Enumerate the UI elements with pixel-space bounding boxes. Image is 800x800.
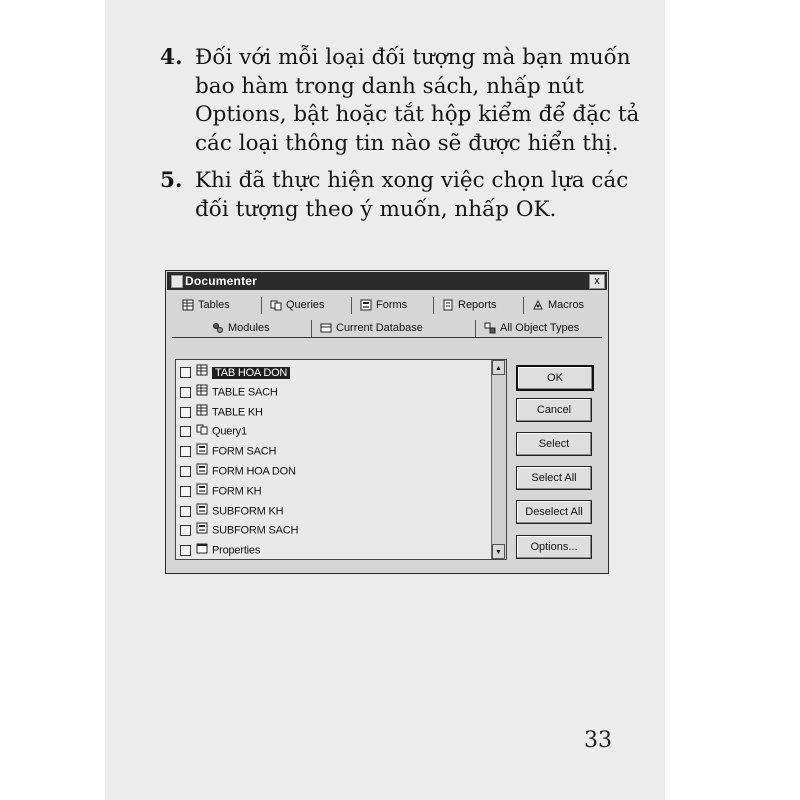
item-checkbox[interactable]	[180, 545, 191, 556]
properties-icon	[196, 542, 208, 559]
tab-label: Reports	[458, 299, 497, 311]
tab-divider	[475, 320, 476, 337]
tab-divider	[311, 320, 312, 337]
item-checkbox[interactable]	[180, 525, 191, 536]
step-line: Options, bật hoặc tắt hộp kiểm để đặc tả	[195, 102, 640, 127]
tab-macros[interactable]	[532, 295, 584, 315]
step-5	[160, 167, 629, 224]
form-icon	[196, 483, 208, 500]
step-line: Đối với mỗi loại đối tượng mà bạn muốn	[195, 45, 631, 70]
form-icon	[196, 443, 208, 460]
tab-row-2	[174, 318, 600, 338]
form-icon	[196, 503, 208, 520]
tab-divider	[523, 297, 524, 314]
item-label: TAB HOA DON	[212, 367, 290, 379]
item-label: TABLE SACH	[212, 386, 278, 399]
documenter-dialog	[165, 270, 609, 574]
tab-current-database[interactable]	[320, 318, 423, 338]
item-label: TABLE KH	[212, 406, 263, 419]
tab-label: Current Database	[336, 322, 423, 334]
tab-label: Forms	[376, 299, 408, 311]
item-checkbox[interactable]	[180, 466, 191, 477]
tab-reports[interactable]	[442, 295, 497, 315]
tab-label: All Object Types	[500, 322, 580, 334]
step-text	[160, 167, 629, 224]
list-item[interactable]	[180, 463, 296, 479]
tab-all-object-types[interactable]	[484, 318, 579, 338]
database-icon	[320, 322, 332, 334]
deselect-all-button[interactable]: Deselect All	[516, 500, 592, 524]
tab-queries[interactable]	[270, 295, 325, 315]
item-label: Properties	[212, 544, 261, 557]
list-item[interactable]	[180, 384, 278, 400]
dialog-titlebar[interactable]	[167, 272, 607, 290]
list-item[interactable]	[180, 404, 263, 420]
item-checkbox[interactable]	[180, 387, 191, 398]
select-all-button[interactable]: Select All	[516, 466, 592, 490]
step-4	[160, 44, 640, 158]
item-label: FORM KH	[212, 485, 262, 498]
dialog-title: Documenter	[185, 274, 258, 288]
all-objects-icon	[484, 322, 496, 334]
step-text	[160, 44, 640, 158]
form-icon	[196, 522, 208, 539]
vertical-scrollbar[interactable]	[491, 360, 506, 559]
item-label: SUBFORM KH	[212, 505, 284, 518]
list-item[interactable]	[180, 364, 290, 380]
step-number: 4.	[160, 45, 183, 70]
tab-divider	[351, 297, 352, 314]
tab-label: Macros	[548, 299, 585, 311]
page-number: 33	[584, 728, 612, 753]
list-item[interactable]	[180, 542, 260, 558]
item-checkbox[interactable]	[180, 486, 191, 497]
report-icon	[442, 299, 454, 311]
query-icon	[196, 423, 208, 440]
table-icon	[196, 404, 208, 421]
tab-divider	[433, 297, 434, 314]
objects-list[interactable]	[175, 359, 507, 560]
item-checkbox[interactable]	[180, 446, 191, 457]
list-item[interactable]	[180, 443, 276, 459]
tab-forms[interactable]	[360, 295, 407, 315]
table-icon	[196, 384, 208, 401]
list-item[interactable]	[180, 503, 283, 519]
scroll-down-icon[interactable]: ▼	[492, 544, 505, 559]
step-number: 5.	[160, 168, 183, 193]
query-icon	[270, 299, 282, 311]
item-checkbox[interactable]	[180, 426, 191, 437]
scroll-up-icon[interactable]: ▲	[492, 360, 505, 375]
step-line: bao hàm trong danh sách, nhấp nút	[195, 73, 584, 99]
step-line: các loại thông tin nào sẽ được hiển thị.	[195, 130, 619, 156]
close-button[interactable]: x	[589, 274, 605, 289]
tab-row-1	[174, 295, 600, 315]
app-icon	[171, 275, 183, 288]
tab-label: Queries	[286, 299, 325, 311]
list-item[interactable]	[180, 483, 261, 499]
item-checkbox[interactable]	[180, 407, 191, 418]
item-label: Query1	[212, 425, 247, 438]
table-icon	[182, 299, 194, 311]
instruction-steps	[160, 44, 640, 233]
module-icon	[212, 322, 224, 334]
step-line: đối tượng theo ý muốn, nhấp OK.	[195, 196, 557, 222]
item-label: FORM SACH	[212, 445, 277, 458]
item-checkbox[interactable]	[180, 506, 191, 517]
list-item[interactable]	[180, 423, 247, 439]
tab-label: Modules	[228, 322, 270, 334]
options-button[interactable]: Options...	[516, 535, 592, 559]
tab-label: Tables	[198, 299, 230, 311]
macro-icon	[532, 299, 544, 311]
item-checkbox[interactable]	[180, 367, 191, 378]
item-label: SUBFORM SACH	[212, 524, 299, 537]
ok-button[interactable]: OK	[516, 365, 594, 391]
select-button[interactable]: Select	[516, 432, 592, 456]
cancel-button[interactable]: Cancel	[516, 398, 592, 422]
tab-panel-border	[172, 337, 602, 338]
step-line: Khi đã thực hiện xong việc chọn lựa các	[195, 168, 629, 193]
form-icon	[360, 299, 372, 311]
table-icon	[196, 364, 208, 381]
tab-modules[interactable]	[212, 318, 270, 338]
tab-tables[interactable]	[182, 295, 230, 315]
item-label: FORM HOA DON	[212, 465, 296, 478]
tab-divider	[261, 297, 262, 314]
form-icon	[196, 463, 208, 480]
list-item[interactable]	[180, 522, 298, 538]
